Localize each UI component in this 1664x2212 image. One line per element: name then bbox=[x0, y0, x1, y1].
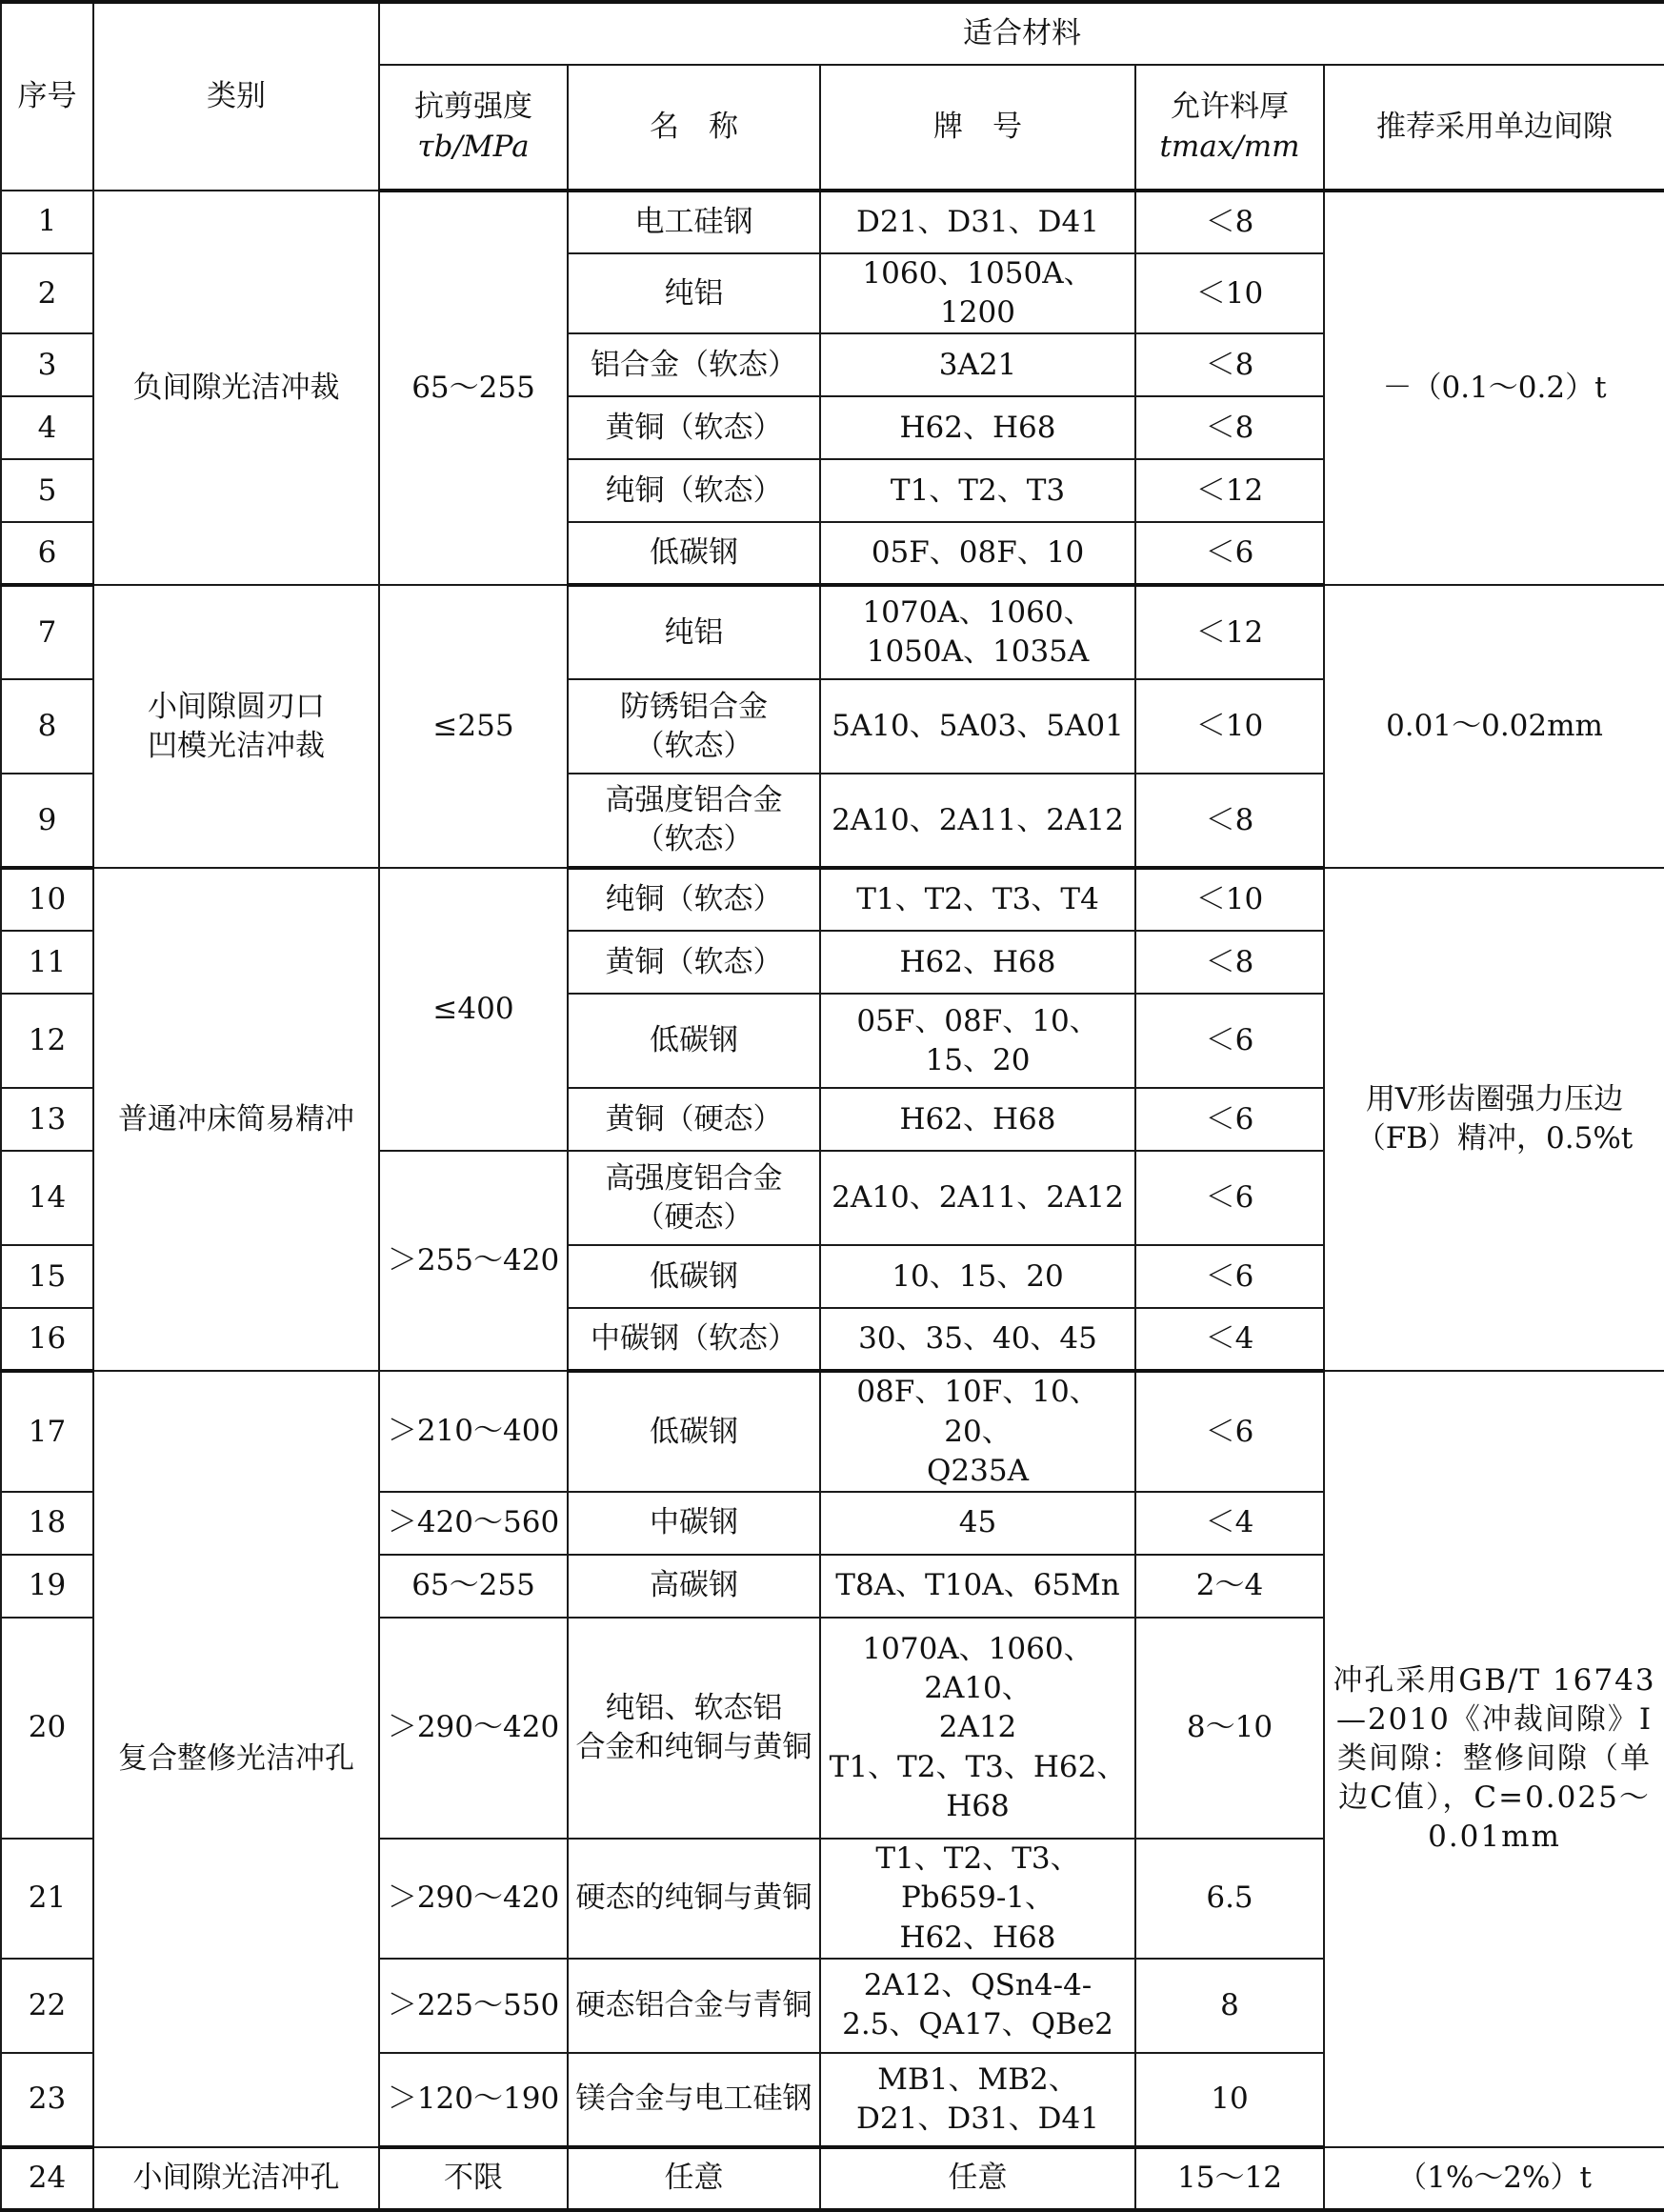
cell-grade: H62、H68 bbox=[820, 931, 1135, 994]
cell-grade: 2A12、QSn4-4- 2.5、QA17、QBe2 bbox=[820, 1959, 1135, 2053]
cell-grade: 1070A、1060、 1050A、1035A bbox=[820, 585, 1135, 679]
header-grade: 牌 号 bbox=[820, 65, 1135, 191]
cell-grade: 10、15、20 bbox=[820, 1245, 1135, 1308]
header-recommended-gap: 推荐采用单边间隙 bbox=[1324, 65, 1664, 191]
cell-grade: T1、T2、T3 bbox=[820, 459, 1135, 522]
cell-tmax: ＜12 bbox=[1135, 585, 1324, 679]
cell-seq: 2 bbox=[1, 253, 93, 333]
cell-grade: D21、D31、D41 bbox=[820, 191, 1135, 253]
header-category: 类别 bbox=[93, 2, 379, 191]
cell-tmax: ＜8 bbox=[1135, 396, 1324, 459]
header-allowed-thickness-label: 允许料厚 bbox=[1171, 90, 1289, 125]
cell-tmax: ＜10 bbox=[1135, 679, 1324, 774]
cell-grade: 45 bbox=[820, 1492, 1135, 1555]
cell-name: 黄铜（软态） bbox=[568, 396, 820, 459]
cell-strength: ＞290～420 bbox=[379, 1618, 568, 1839]
cell-tmax: 15～12 bbox=[1135, 2147, 1324, 2210]
cell-seq: 11 bbox=[1, 931, 93, 994]
cell-recommended: 用V形齿圈强力压边 （FB）精冲，0.5%t bbox=[1324, 868, 1664, 1371]
cell-name: 中碳钢 bbox=[568, 1492, 820, 1555]
header-seq: 序号 bbox=[1, 2, 93, 191]
cell-name: 纯铝 bbox=[568, 585, 820, 679]
cell-name: 纯铝 bbox=[568, 253, 820, 333]
cell-grade: 1070A、1060、2A10、 2A12 T1、T2、T3、H62、 H68 bbox=[820, 1618, 1135, 1839]
cell-recommended: （1%～2%）t bbox=[1324, 2147, 1664, 2210]
cell-tmax: ＜4 bbox=[1135, 1492, 1324, 1555]
cell-seq: 9 bbox=[1, 774, 93, 868]
header-shear-strength-symbol: τb/MPa bbox=[417, 129, 530, 164]
cell-grade: 08F、10F、10、20、 Q235A bbox=[820, 1371, 1135, 1492]
cell-seq: 21 bbox=[1, 1839, 93, 1959]
cell-name: 低碳钢 bbox=[568, 1245, 820, 1308]
cell-strength: 不限 bbox=[379, 2147, 568, 2210]
cell-category: 小间隙圆刃口 凹模光洁冲裁 bbox=[93, 585, 379, 868]
cell-strength: ＞290～420 bbox=[379, 1839, 568, 1959]
cell-seq: 13 bbox=[1, 1088, 93, 1151]
cell-name: 电工硅钢 bbox=[568, 191, 820, 253]
cell-recommended: 冲孔采用GB/T 16743—2010《冲裁间隙》Ⅰ类间隙：整修间隙（单边C值），C=0.025～0.01mm bbox=[1324, 1371, 1664, 2146]
cell-seq: 3 bbox=[1, 333, 93, 396]
header-row-1 bbox=[1, 2, 1664, 65]
cell-name: 纯铝、软态铝 合金和纯铜与黄铜 bbox=[568, 1618, 820, 1839]
cell-name: 防锈铝合金 （软态） bbox=[568, 679, 820, 774]
cell-seq: 4 bbox=[1, 396, 93, 459]
cell-name: 硬态的纯铜与黄铜 bbox=[568, 1839, 820, 1959]
cell-grade: 3A21 bbox=[820, 333, 1135, 396]
cell-seq: 1 bbox=[1, 191, 93, 253]
cell-tmax: ＜8 bbox=[1135, 931, 1324, 994]
cell-name: 高碳钢 bbox=[568, 1555, 820, 1618]
cell-tmax: ＜6 bbox=[1135, 1088, 1324, 1151]
cell-seq: 24 bbox=[1, 2147, 93, 2210]
cell-strength: 65～255 bbox=[379, 1555, 568, 1618]
cell-tmax: ＜6 bbox=[1135, 994, 1324, 1088]
cell-name: 黄铜（软态） bbox=[568, 931, 820, 994]
cell-grade: 2A10、2A11、2A12 bbox=[820, 774, 1135, 868]
table-row bbox=[1, 868, 1664, 931]
cell-seq: 16 bbox=[1, 1308, 93, 1371]
cell-name: 纯铜（软态） bbox=[568, 459, 820, 522]
cell-grade: 5A10、5A03、5A01 bbox=[820, 679, 1135, 774]
cell-tmax: ＜8 bbox=[1135, 191, 1324, 253]
cell-seq: 23 bbox=[1, 2053, 93, 2147]
cell-seq: 17 bbox=[1, 1371, 93, 1492]
cell-name: 低碳钢 bbox=[568, 1371, 820, 1492]
cell-name: 纯铜（软态） bbox=[568, 868, 820, 931]
cell-grade: 30、35、40、45 bbox=[820, 1308, 1135, 1371]
cell-seq: 8 bbox=[1, 679, 93, 774]
cell-grade: T8A、T10A、65Mn bbox=[820, 1555, 1135, 1618]
cell-name: 黄铜（硬态） bbox=[568, 1088, 820, 1151]
cell-seq: 19 bbox=[1, 1555, 93, 1618]
cell-category: 普通冲床简易精冲 bbox=[93, 868, 379, 1371]
cell-name: 中碳钢（软态） bbox=[568, 1308, 820, 1371]
cell-tmax: ＜6 bbox=[1135, 522, 1324, 585]
cell-strength: ＞210～400 bbox=[379, 1371, 568, 1492]
cell-seq: 18 bbox=[1, 1492, 93, 1555]
cell-name: 任意 bbox=[568, 2147, 820, 2210]
cell-tmax: 8 bbox=[1135, 1959, 1324, 2053]
cell-grade: H62、H68 bbox=[820, 396, 1135, 459]
cell-recommended: －（0.1～0.2）t bbox=[1324, 191, 1664, 585]
cell-seq: 14 bbox=[1, 1151, 93, 1245]
cell-seq: 6 bbox=[1, 522, 93, 585]
cell-grade: H62、H68 bbox=[820, 1088, 1135, 1151]
cell-tmax: ＜8 bbox=[1135, 774, 1324, 868]
cell-tmax: ＜8 bbox=[1135, 333, 1324, 396]
cell-seq: 15 bbox=[1, 1245, 93, 1308]
cell-grade: T1、T2、T3、Pb659-1、 H62、H68 bbox=[820, 1839, 1135, 1959]
header-suitable-materials: 适合材料 bbox=[379, 2, 1664, 65]
cell-name: 高强度铝合金 （硬态） bbox=[568, 1151, 820, 1245]
table-row bbox=[1, 1371, 1664, 1492]
cell-tmax: ＜6 bbox=[1135, 1245, 1324, 1308]
cell-grade: 05F、08F、10、 15、20 bbox=[820, 994, 1135, 1088]
header-shear-strength bbox=[379, 65, 568, 191]
cell-grade: MB1、MB2、 D21、D31、D41 bbox=[820, 2053, 1135, 2147]
cell-name: 镁合金与电工硅钢 bbox=[568, 2053, 820, 2147]
cell-seq: 5 bbox=[1, 459, 93, 522]
cell-tmax: 10 bbox=[1135, 2053, 1324, 2147]
cell-strength: ＞255～420 bbox=[379, 1151, 568, 1371]
cell-category: 复合整修光洁冲孔 bbox=[93, 1371, 379, 2146]
cell-name: 铝合金（软态） bbox=[568, 333, 820, 396]
cell-name: 高强度铝合金 （软态） bbox=[568, 774, 820, 868]
cell-seq: 22 bbox=[1, 1959, 93, 2053]
cell-tmax: ＜12 bbox=[1135, 459, 1324, 522]
cell-grade: 05F、08F、10 bbox=[820, 522, 1135, 585]
cell-tmax: ＜6 bbox=[1135, 1371, 1324, 1492]
header-name: 名 称 bbox=[568, 65, 820, 191]
cell-seq: 7 bbox=[1, 585, 93, 679]
cell-tmax: ＜6 bbox=[1135, 1151, 1324, 1245]
table-row bbox=[1, 2147, 1664, 2210]
cell-seq: 12 bbox=[1, 994, 93, 1088]
table-row bbox=[1, 191, 1664, 253]
cell-strength: 65～255 bbox=[379, 191, 568, 585]
header-allowed-thickness bbox=[1135, 65, 1324, 191]
cell-name: 硬态铝合金与青铜 bbox=[568, 1959, 820, 2053]
cell-tmax: 8～10 bbox=[1135, 1618, 1324, 1839]
cell-grade: 2A10、2A11、2A12 bbox=[820, 1151, 1135, 1245]
cell-category: 负间隙光洁冲裁 bbox=[93, 191, 379, 585]
cell-tmax: ＜4 bbox=[1135, 1308, 1324, 1371]
cell-strength: ＞420～560 bbox=[379, 1492, 568, 1555]
cell-recommended: 0.01～0.02mm bbox=[1324, 585, 1664, 868]
cell-grade: 任意 bbox=[820, 2147, 1135, 2210]
cell-grade: T1、T2、T3、T4 bbox=[820, 868, 1135, 931]
cell-tmax: ＜10 bbox=[1135, 868, 1324, 931]
cell-strength: ≤400 bbox=[379, 868, 568, 1151]
cell-name: 低碳钢 bbox=[568, 994, 820, 1088]
cell-category: 小间隙光洁冲孔 bbox=[93, 2147, 379, 2210]
header-allowed-thickness-symbol: tmax/mm bbox=[1159, 129, 1300, 164]
cell-seq: 10 bbox=[1, 868, 93, 931]
cell-name: 低碳钢 bbox=[568, 522, 820, 585]
cell-tmax: 6.5 bbox=[1135, 1839, 1324, 1959]
cell-tmax: ＜10 bbox=[1135, 253, 1324, 333]
cell-grade: 1060、1050A、1200 bbox=[820, 253, 1135, 333]
cell-strength: ＞225～550 bbox=[379, 1959, 568, 2053]
table-row bbox=[1, 585, 1664, 679]
cell-strength: ≤255 bbox=[379, 585, 568, 868]
cell-strength: ＞120～190 bbox=[379, 2053, 568, 2147]
cell-tmax: 2～4 bbox=[1135, 1555, 1324, 1618]
cell-seq: 20 bbox=[1, 1618, 93, 1839]
header-shear-strength-label: 抗剪强度 bbox=[414, 90, 532, 125]
